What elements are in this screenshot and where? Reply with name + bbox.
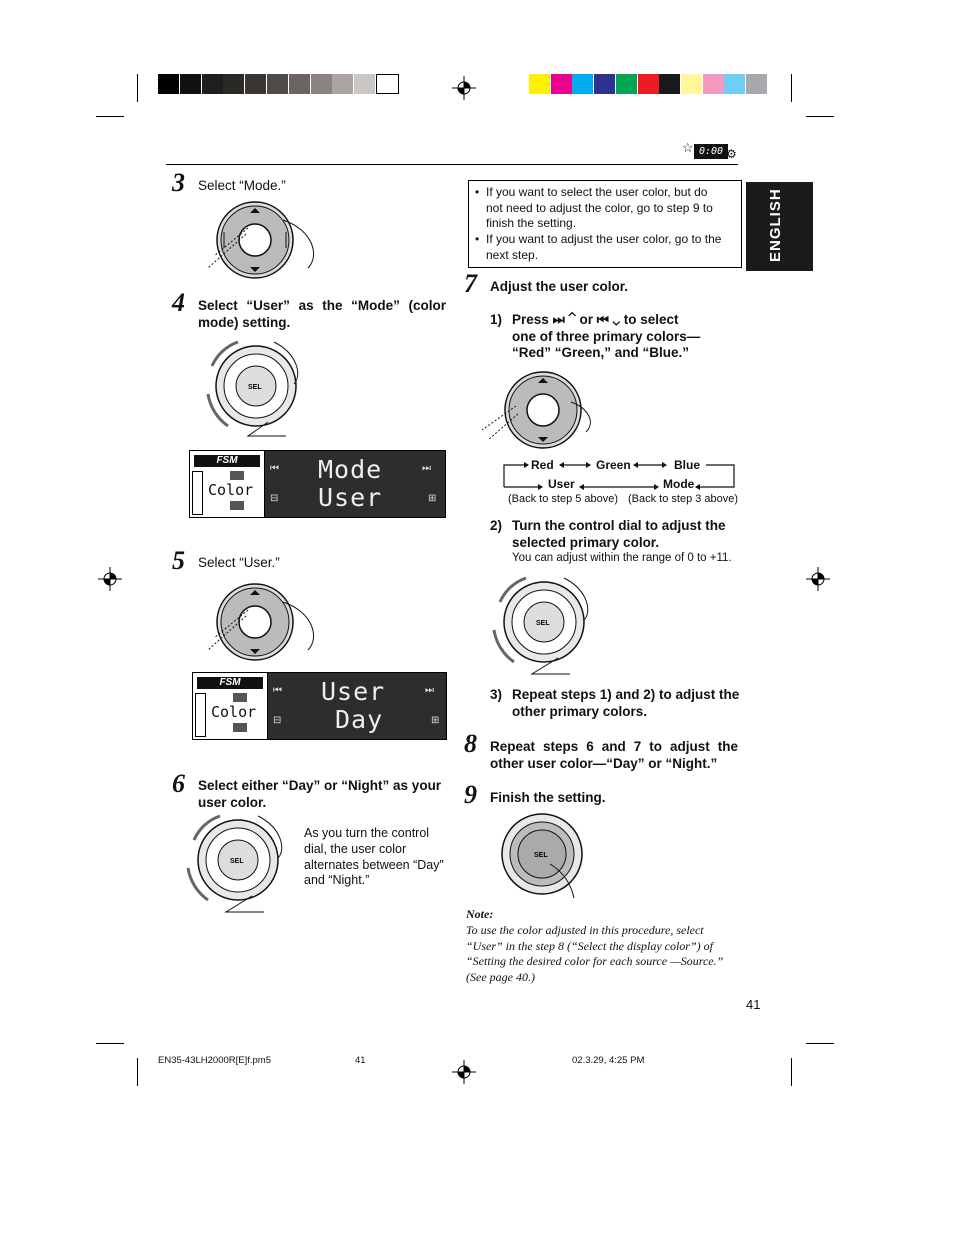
note-text: To use the color adjusted in this procedure, select “User” in the step 8 (“Select the display color”) of “Setting the desired color for each source —Source.” (See page 40.) <box>466 923 724 984</box>
svg-text:SEL: SEL <box>534 852 548 859</box>
fsm-badge: FSM <box>194 455 260 467</box>
cycle-red: Red <box>531 458 554 472</box>
fsm-badge: FSM <box>197 677 263 689</box>
gray-swatch <box>289 74 310 94</box>
gray-swatch <box>267 74 288 94</box>
crop-mark <box>806 1043 834 1044</box>
svg-text:SEL: SEL <box>536 620 550 627</box>
header-rule <box>166 164 738 165</box>
lcd-display-user-day <box>192 672 447 740</box>
menu-indicator-icon <box>192 471 203 515</box>
color-swatch <box>724 74 745 94</box>
note-heading: Note: <box>466 907 494 921</box>
step-6-caption: As you turn the control dial, the user color alternates between “Day” and “Night.” <box>304 826 444 888</box>
info-item: • If you want to adjust the user color, go to the next step. <box>475 232 725 263</box>
gray-swatch <box>223 74 244 94</box>
color-swatch <box>703 74 724 94</box>
footer-file: EN35-43LH2000R[E]f.pm5 <box>158 1055 272 1066</box>
lcd-display-mode-user <box>189 450 446 518</box>
step-9-title: Finish the setting. <box>490 790 606 805</box>
step-5-title: Select “User.” <box>198 555 280 570</box>
step-4-title: Select “User” as the “Mode” (color mode) setting. <box>198 298 446 330</box>
step-3-title: Select “Mode.” <box>198 178 286 193</box>
language-label: ENGLISH <box>767 188 784 262</box>
svg-text:SEL: SEL <box>230 858 244 865</box>
info-item-text: If you want to select the user color, but do not need to adjust the color, go to step 9 to finish the setting. <box>486 185 713 231</box>
substep-1-line-3: “Red” “Green,” and “Blue.” <box>512 345 690 360</box>
skip-forward-icon: ⏭ <box>422 463 431 474</box>
color-swatch <box>551 74 572 94</box>
control-pad-illustration <box>188 198 328 282</box>
control-pad-illustration <box>476 370 616 454</box>
crop-mark <box>96 1043 124 1044</box>
lcd-line-2: User <box>318 483 383 512</box>
info-box <box>468 180 742 268</box>
gray-swatch <box>202 74 223 94</box>
info-item-text: If you want to adjust the user color, go to the next step. <box>486 232 722 262</box>
gray-swatch <box>180 74 201 94</box>
gray-swatch <box>245 74 266 94</box>
down-arrow-icon <box>230 501 244 510</box>
cycle-user: User <box>548 477 575 491</box>
step-3-number: 3 <box>172 168 185 197</box>
clock-dimmer-icon: ☆ 0:00 ⚙ <box>682 140 737 161</box>
cycle-blue: Blue <box>674 458 701 472</box>
lcd-line-2: Day <box>335 705 384 734</box>
lcd-line-1: Mode <box>318 455 383 484</box>
skip-back-icon: ⏮ <box>273 685 282 696</box>
gray-swatch <box>376 74 399 94</box>
minus-icon: ⊟ <box>273 715 282 726</box>
step-4-number: 4 <box>172 288 185 317</box>
crop-mark <box>137 74 138 102</box>
footer-date: 02.3.29, 4:25 PM <box>572 1055 645 1066</box>
crop-mark <box>96 116 124 117</box>
substep-2-note: You can adjust within the range of 0 to +11. <box>512 552 732 564</box>
gray-swatch <box>311 74 332 94</box>
side-label: Color <box>208 481 254 499</box>
step-8-number: 8 <box>464 729 477 758</box>
color-swatch <box>746 74 767 94</box>
clock-text: 0:00 <box>694 144 728 159</box>
cycle-mode: Mode <box>663 477 695 491</box>
to-select-label: to select <box>623 312 679 327</box>
control-dial-illustration <box>198 336 308 444</box>
substep-1-number: 1) <box>490 312 503 327</box>
page-number: 41 <box>746 997 761 1012</box>
side-label: Color <box>211 703 257 721</box>
color-swatch <box>594 74 615 94</box>
footer-page: 41 <box>355 1055 366 1066</box>
lcd-line-1: User <box>321 677 386 706</box>
registration-target-icon <box>98 567 122 591</box>
registration-target-icon <box>452 76 476 100</box>
color-swatch <box>638 74 659 94</box>
color-swatch <box>529 74 550 94</box>
color-swatch <box>659 74 680 94</box>
substep-3-number: 3) <box>490 687 503 702</box>
gray-swatch <box>354 74 375 94</box>
skip-forward-icon: ⏭ <box>425 685 434 696</box>
registration-target-icon <box>806 567 830 591</box>
minus-icon: ⊟ <box>270 493 279 504</box>
step-5-number: 5 <box>172 546 185 575</box>
prev-track-down-icon: ⏮ ⌄ <box>596 312 624 327</box>
substep-2-text: Turn the control dial to adjust the selected primary color. <box>512 518 726 550</box>
back-to-step-3-note: (Back to step 3 above) <box>628 493 739 505</box>
or-label: or <box>579 312 594 327</box>
next-track-up-icon: ⏭ ⌃ <box>552 312 580 327</box>
menu-indicator-icon <box>195 693 206 737</box>
sel-label: SEL <box>248 384 262 391</box>
registration-target-icon <box>452 1060 476 1084</box>
press-label: Press <box>512 312 549 327</box>
language-tab <box>746 182 813 271</box>
plus-icon: ⊞ <box>428 493 437 504</box>
step-7-title: Adjust the user color. <box>490 279 629 294</box>
substep-1-line-1 <box>512 311 679 328</box>
step-9-number: 9 <box>464 780 477 809</box>
crop-mark <box>806 116 834 117</box>
down-arrow-icon <box>233 723 247 732</box>
plus-icon: ⊞ <box>431 715 440 726</box>
back-to-step-5-note: (Back to step 5 above) <box>508 493 619 505</box>
control-dial-illustration <box>486 574 606 680</box>
substep-3-text: Repeat steps 1) and 2) to adjust the other primary colors. <box>512 687 740 719</box>
color-swatch <box>572 74 593 94</box>
control-dial-illustration <box>180 812 300 920</box>
up-arrow-icon <box>230 471 244 480</box>
gray-swatch <box>158 74 179 94</box>
cycle-green: Green <box>596 458 631 472</box>
skip-back-icon: ⏮ <box>270 463 279 474</box>
step-6-number: 6 <box>172 769 185 798</box>
substep-1-line-2: one of three primary colors— <box>512 329 701 344</box>
step-8-title: Repeat steps 6 and 7 to adjust the other user color—“Day” or “Night.” <box>490 739 738 771</box>
crop-mark <box>137 1058 138 1086</box>
info-item: • If you want to select the user color, but do not need to adjust the color, go to step 9 to finish the setting. <box>475 185 725 232</box>
up-arrow-icon <box>233 693 247 702</box>
color-swatch <box>681 74 702 94</box>
crop-mark <box>791 74 792 102</box>
step-7-number: 7 <box>464 269 477 298</box>
substep-2-number: 2) <box>490 518 503 533</box>
color-swatch <box>616 74 637 94</box>
crop-mark <box>791 1058 792 1086</box>
gray-swatch <box>332 74 353 94</box>
step-6-title: Select either “Day” or “Night” as your user color. <box>198 778 442 810</box>
control-dial-press-illustration <box>498 812 594 902</box>
control-pad-illustration <box>188 580 328 664</box>
